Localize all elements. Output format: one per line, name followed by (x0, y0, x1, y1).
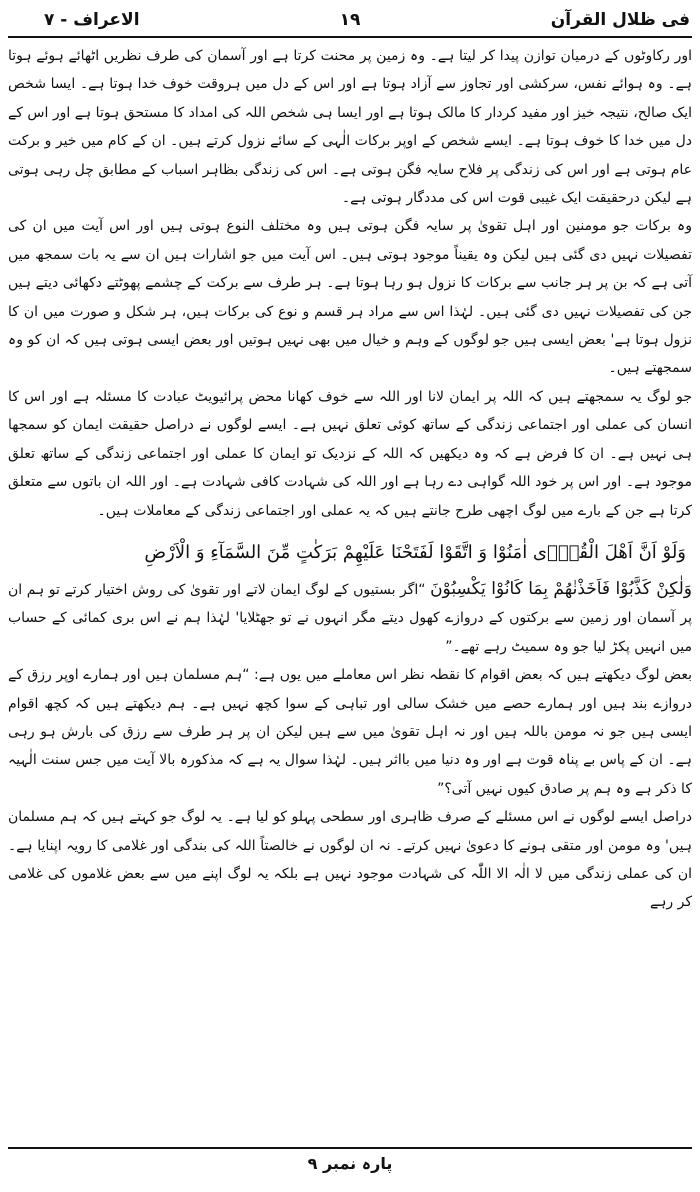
surah-name: الاعراف - ۷ (44, 10, 140, 30)
book-title: فی ظلال القرآن (550, 10, 690, 30)
verse-line: وَلٰكِنْ كَذَّبُوْا فَاَخَذْنٰهُمْ بِمَا كَانُوْا يَكْسِبُوْنَ (430, 578, 692, 599)
verse-with-translation (8, 575, 692, 661)
verse-translation: “اگر بستیوں کے لوگ ایمان لاتے اور تقویٰ کی روش اختیار کرتے تو ہم ان پر آسمان اور زمین سے برکتوں کے دروازے کھول دیتے مگر انہوں نے تو جھٹلایا' لہٰذا ہم نے اس بری کمائی کے حساب میں انہیں پکڑ لیا جو وہ سمیٹ رہے تھے۔” (8, 581, 692, 655)
quran-verse (8, 531, 692, 575)
paragraph: اور رکاوٹوں کے درمیان توازن پیدا کر لیتا ہے۔ وہ زمین پر محنت کرتا ہے اور آسمان کی طرف نظریں اٹھائے ہوئے ہوتا ہے۔ وہ ہوائے نفس، سرکشی اور تجاوز سے آزاد ہوتا ہے اور اس کے دل میں ہروقت خوف خدا ہوتا ہے۔ ایسا شخص ایک صالح، نتیجہ خیز اور مفید کردار کا مالک ہوتا ہے اور ایسا ہی شخص اللہ کی امداد کا مستحق ہوتا ہے اور اس کے دل میں خدا کا خوف ہوتا ہے۔ ایسے شخص کے اوپر برکات الٰہی کے سائے نزول کرتے ہیں۔ ان کے کام میں خیر و برکت عام ہوتی ہے اور اس کی زندگی پر فلاح سایہ فگن ہوتی ہے۔ اس کی زندگی بظاہر اسباب کے مطابق چل رہی ہوتی ہے لیکن درحقیقت ایک غیبی قوت اس کی مددگار ہوتی ہے۔ (8, 48, 692, 207)
body-text (8, 42, 692, 525)
part-number: پارہ نمبر ۹ (307, 1154, 393, 1173)
page-number: ۱۹ (339, 10, 361, 30)
paragraph: بعض لوگ دیکھتے ہیں کہ بعض اقوام کا نقطہ نظر اس معاملے میں یوں ہے: “ہم مسلمان ہیں اور ہمارے اوپر رزق کے دروازے بند ہیں اور ہمارے حصے میں خشک سالی اور تباہی کے سوا کچھ نہیں ہے۔ ہم دیکھتے ہیں کہ کچھ اقوام ایسی ہیں جو نہ مومن باللہ ہیں اور نہ اہل تقویٰ میں سے ہیں لیکن ان پر ہر طرف سے رزق کی بارش ہو رہی ہے۔ ان کے پاس بے پناہ قوت ہے اور وہ دنیا میں بااثر ہیں۔ لہٰذا سوال یہ ہے کہ مذکورہ بالا آیت میں جس سنت الٰہیہ کا ذکر ہے وہ ہم پر صادق کیوں نہیں آتی؟” (8, 667, 692, 797)
verse-line: وَلَوْ اَنَّ اَهْلَ الْقُرٰۤى اٰمَنُوْا وَ اتَّقَوْا لَفَتَحْنَا عَلَيْهِمْ بَرَكٰتٍ مِّنَ السَّمَآءِ وَ الْاَرْضِ (144, 541, 686, 563)
paragraph: دراصل ایسے لوگوں نے اس مسئلے کے صرف ظاہری اور سطحی پہلو کو لیا ہے۔ یہ لوگ جو کہتے ہیں کہ ہم مسلمان ہیں' وہ مومن اور متقی ہونے کا دعویٰ نہیں کرتے۔ نہ ان لوگوں نے خالصتاً اللہ کی بندگی اور غلامی کا رویہ اپنایا ہے۔ ان کی عملی زندگی میں لا الٰہ الا اللّٰہ کی شہادت موجود نہیں ہے بلکہ یہ لوگ اپنے میں سے بعض غلاموں کی غلامی کر رہے (8, 809, 692, 911)
footer-divider (8, 1147, 692, 1149)
body-text-continued (8, 575, 692, 917)
page-header (8, 6, 692, 38)
paragraph: وہ برکات جو مومنین اور اہل تقویٰ پر سایہ فگن ہوتی ہیں وہ مختلف النوع ہوتی ہیں اور اس آیت میں ان کی تفصیلات نہیں دی گئی ہیں لیکن وہ یقیناً موجود ہوتی ہیں۔ اس آیت میں جو اشارات ہیں ان سے یہ بات سمجھ میں آتی ہے کہ بن پر ہر جانب سے برکات کا نزول ہو رہا ہوتا ہے۔ ہر طرف سے برکت کے چشمے پھوٹتے دکھائی دیتے ہیں جن کی تفصیلات نہیں دی گئی ہیں۔ لہٰذا اس سے مراد ہر قسم و نوع کی برکات ہیں، ہر شکل و صورت میں ان کا نزول ہوتا ہے' بعض ایسی ہیں جو لوگوں کے وہم و خیال میں بھی نہیں ہوتیں اور بعض ایسی ہوتی ہیں کہ ان کو وہ سمجھتے ہیں۔ (8, 218, 692, 377)
paragraph: جو لوگ یہ سمجھتے ہیں کہ اللہ پر ایمان لانا اور اللہ سے خوف کھانا محض پرائیویٹ عبادت کا مسئلہ ہے اور اس کا انسان کی عملی اور اجتماعی زندگی کے ساتھ کوئی تعلق نہیں ہے۔ ایسے لوگوں نے دراصل حقیقت ایمان کو سمجھا ہی نہیں ہے۔ ان کا فرض ہے کہ وہ دیکھیں کہ اللہ کے نزدیک تو ایمان کا عملی اور اجتماعی زندگی کے ساتھ تعلق موجود ہے۔ اور اس پر خود اللہ گواہی دے رہا ہے اور اللہ کی شہادت کافی شہادت ہے۔ اور اللہ ان باتوں سے متعلق کرتا ہے جن کے بارے میں لوگ اچھی طرح جانتے ہیں کہ یہ عملی اور اجتماعی زندگی کے معاملات ہیں۔ (8, 388, 692, 519)
